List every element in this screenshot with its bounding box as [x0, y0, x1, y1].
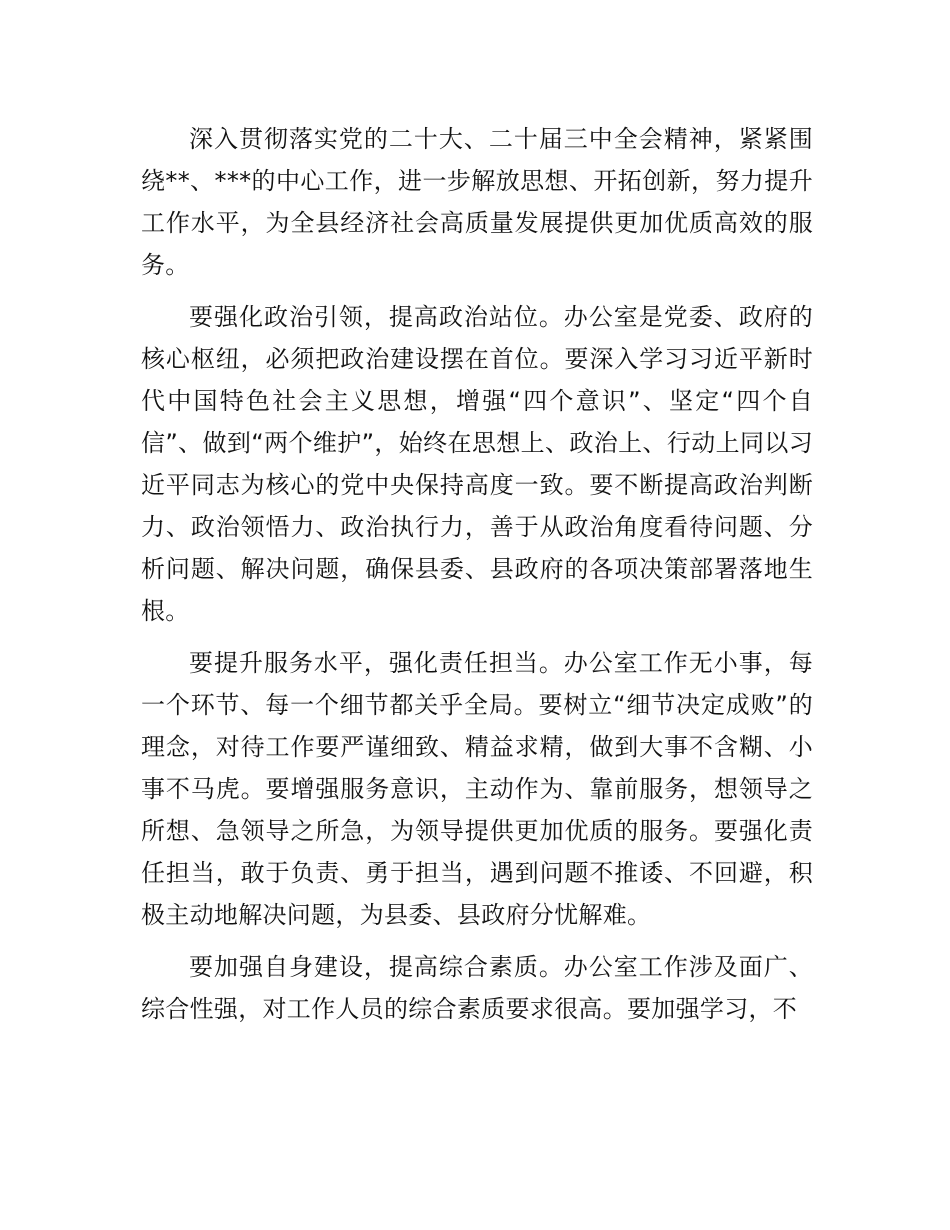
- paragraph-intro: 深入贯彻落实党的二十大、二十届三中全会精神，紧紧围绕**、***的中心工作，进一步解放思想、开拓创新，努力提升工作水平，为全县经济社会高质量发展提供更加优质高效的服务。: [141, 125, 813, 279]
- paragraph-self-building: 要加强自身建设，提高综合素质。办公室工作涉及面广、综合性强，对工作人员的综合素质要求很高。要加强学习，不: [141, 953, 813, 1023]
- paragraph-service-level: 要提升服务水平，强化责任担当。办公室工作无小事，每一个环节、每一个细节都关乎全局。要树立“细节决定成败”的理念，对待工作要严谨细致、精益求精，做到大事不含糊、小事不马虎。要增强服务意识，主动作为、靠前服务，想领导之所想、急领导之所急，为领导提供更加优质的服务。要强化责任担当，敢于负责、勇于担当，遇到问题不推诿、不回避，积极主动地解决问题，为县委、县政府分忧解难。: [141, 649, 813, 929]
- paragraph-political-guidance: 要强化政治引领，提高政治站位。办公室是党委、政府的核心枢纽，必须把政治建设摆在首位。要深入学习习近平新时代中国特色社会主义思想，增强“四个意识”、坚定“四个自信”、做到“两个维护”，始终在思想上、政治上、行动上同以习近平同志为核心的党中央保持高度一致。要不断提高政治判断力、政治领悟力、政治执行力，善于从政治角度看待问题、分析问题、解决问题，确保县委、县政府的各项决策部署落地生根。: [141, 303, 813, 625]
- document-body: [141, 118, 813, 1040]
